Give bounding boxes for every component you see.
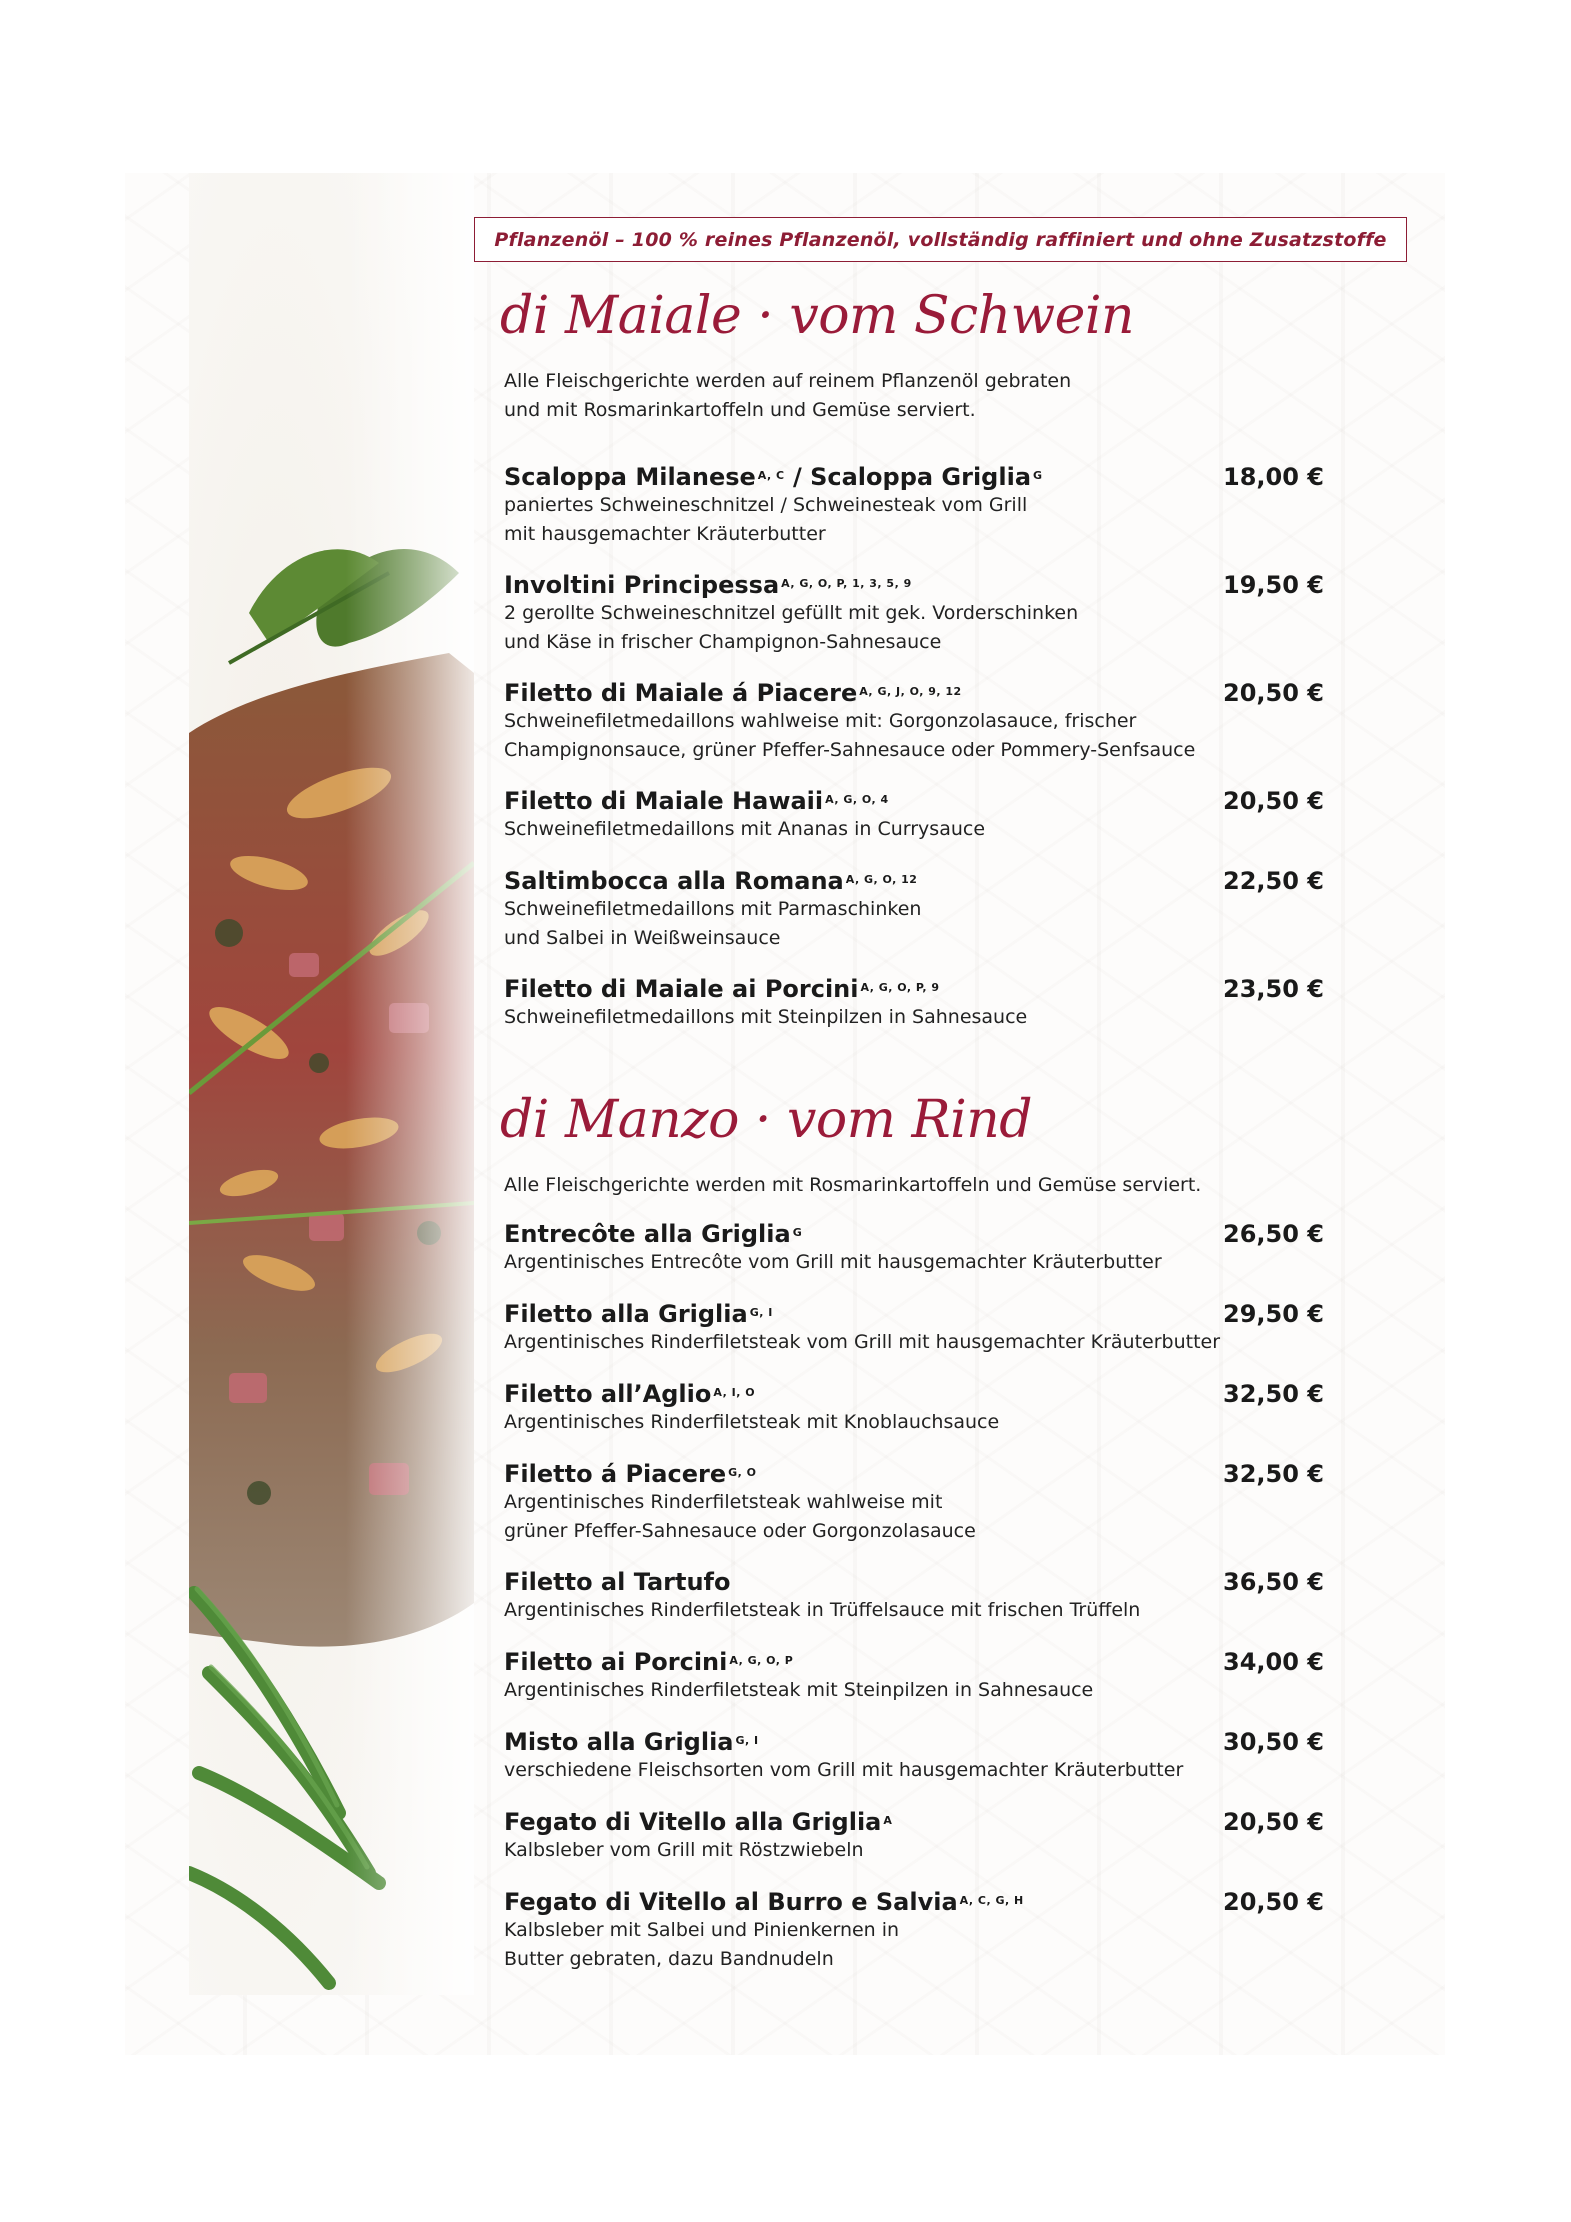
item-description: Schweinefiletmedaillons mit Steinpilzen in Sahnesauce	[504, 1006, 1028, 1028]
oil-notice-text: Pflanzenöl – 100 % reines Pflanzenöl, vollständig raffiniert und ohne Zusatzstoffe	[494, 228, 1387, 251]
item-name: Filetto á Piacere	[504, 1460, 727, 1488]
menu-item	[504, 786, 1324, 844]
item-description: Schweinefiletmedaillons mit Ananas in Currysauce	[504, 818, 986, 840]
item-description: Schweinefiletmedaillons mit Parmaschinken und Salbei in Weißweinsauce	[504, 898, 922, 949]
item-description: Schweinefiletmedaillons wahlweise mit: Gorgonzolasauce, frischer Champignonsauce, grüner Pfeffer-Sahnesauce oder Pommery-Senfsauce	[504, 710, 1196, 761]
menu-item	[504, 678, 1324, 765]
item-description: paniertes Schweineschnitzel / Schweinesteak vom Grill mit hausgemachter Kräuterbutter	[504, 494, 1028, 545]
item-name: Filetto di Maiale ai Porcini	[504, 975, 859, 1003]
item-name-alt: / Scaloppa Griglia	[784, 463, 1032, 491]
menu-item	[504, 974, 1324, 1032]
item-price: 30,50 €	[1223, 1728, 1324, 1756]
item-description: Argentinisches Rinderfiletsteak vom Grill mit hausgemachter Kräuterbutter	[504, 1331, 1221, 1353]
item-price: 20,50 €	[1223, 1808, 1324, 1836]
menu-item	[504, 1807, 1324, 1865]
item-name: Filetto alla Griglia	[504, 1300, 748, 1328]
menu-item	[504, 462, 1324, 549]
item-price: 26,50 €	[1223, 1220, 1324, 1248]
item-price: 20,50 €	[1223, 787, 1324, 815]
item-description: Argentinisches Rinderfiletsteak wahlweise mit grüner Pfeffer-Sahnesauce oder Gorgonzolasauce	[504, 1491, 976, 1542]
food-photo	[189, 173, 474, 1995]
allergen-codes: A, C, G, H	[959, 1894, 1024, 1907]
allergen-codes: A, G, J, O, 9, 12	[859, 685, 962, 698]
item-price: 29,50 €	[1223, 1300, 1324, 1328]
item-description: Argentinisches Rinderfiletsteak in Trüffelsauce mit frischen Trüffeln	[504, 1599, 1141, 1621]
item-description: Argentinisches Entrecôte vom Grill mit hausgemachter Kräuterbutter	[504, 1251, 1162, 1273]
item-name: Filetto di Maiale á Piacere	[504, 679, 858, 707]
allergen-codes: A, C	[757, 469, 785, 482]
menu-item	[504, 1219, 1324, 1277]
item-description: Argentinisches Rinderfiletsteak mit Steinpilzen in Sahnesauce	[504, 1679, 1094, 1701]
menu-item	[504, 1299, 1324, 1357]
allergen-codes: G, I	[749, 1306, 773, 1319]
item-name: Fegato di Vitello al Burro e Salvia	[504, 1888, 958, 1916]
item-price: 34,00 €	[1223, 1648, 1324, 1676]
menu-item	[504, 1887, 1324, 1974]
item-name: Fegato di Vitello alla Griglia	[504, 1808, 882, 1836]
item-name: Scaloppa Milanese	[504, 463, 756, 491]
allergen-codes: G, I	[735, 1734, 759, 1747]
item-name: Filetto ai Porcini	[504, 1648, 728, 1676]
section-intro-rind: Alle Fleischgerichte werden mit Rosmarinkartoffeln und Gemüse serviert.	[504, 1174, 1202, 1196]
item-description: Kalbsleber mit Salbei und Pinienkernen in Butter gebraten, dazu Bandnudeln	[504, 1919, 900, 1970]
allergen-codes: A, G, O, 12	[845, 873, 918, 886]
item-name: Filetto al Tartufo	[504, 1568, 731, 1596]
item-name: Involtini Principessa	[504, 571, 780, 599]
item-price: 32,50 €	[1223, 1380, 1324, 1408]
item-description: Kalbsleber vom Grill mit Röstzwiebeln	[504, 1839, 864, 1861]
menu-item	[504, 1459, 1324, 1546]
allergen-codes: A, G, O, P, 9	[860, 981, 940, 994]
menu-item	[504, 570, 1324, 657]
item-name: Entrecôte alla Griglia	[504, 1220, 791, 1248]
item-price: 20,50 €	[1223, 679, 1324, 707]
menu-item	[504, 1647, 1324, 1705]
item-price: 22,50 €	[1223, 867, 1324, 895]
item-description: 2 gerollte Schweineschnitzel gefüllt mit gek. Vorderschinken und Käse in frischer Champignon-Sahnesauce	[504, 602, 1079, 653]
item-price: 20,50 €	[1223, 1888, 1324, 1916]
item-name: Filetto di Maiale Hawaii	[504, 787, 824, 815]
oil-notice-box	[474, 217, 1407, 262]
item-name: Misto alla Griglia	[504, 1728, 734, 1756]
item-name: Saltimbocca alla Romana	[504, 867, 844, 895]
allergen-codes: A, G, O, P	[729, 1654, 794, 1667]
menu-item	[504, 866, 1324, 953]
item-price: 36,50 €	[1223, 1568, 1324, 1596]
allergen-codes: A, G, O, 4	[825, 793, 889, 806]
menu-item	[504, 1727, 1324, 1785]
section-title-rind: di Manzo · vom Rind	[500, 1090, 1033, 1150]
allergen-codes: A, G, O, P, 1, 3, 5, 9	[781, 577, 912, 590]
item-name: Filetto all’Aglio	[504, 1380, 712, 1408]
item-description: Argentinisches Rinderfiletsteak mit Knoblauchsauce	[504, 1411, 1000, 1433]
item-description: verschiedene Fleischsorten vom Grill mit hausgemachter Kräuterbutter	[504, 1759, 1184, 1781]
menu-item	[504, 1567, 1324, 1625]
item-price: 32,50 €	[1223, 1460, 1324, 1488]
item-price: 23,50 €	[1223, 975, 1324, 1003]
section-intro-schwein: Alle Fleischgerichte werden auf reinem Pflanzenöl gebraten und mit Rosmarinkartoffeln und Gemüse serviert.	[504, 370, 1072, 421]
allergen-codes: A	[883, 1814, 893, 1827]
allergen-codes: A, I, O	[713, 1386, 756, 1399]
item-price: 19,50 €	[1223, 571, 1324, 599]
allergen-codes: G	[792, 1226, 803, 1239]
item-price: 18,00 €	[1223, 463, 1324, 491]
section-title-schwein: di Maiale · vom Schwein	[500, 286, 1134, 346]
menu-item	[504, 1379, 1324, 1437]
allergen-codes: G, O	[728, 1466, 757, 1479]
allergen-codes-alt: G	[1033, 469, 1043, 482]
